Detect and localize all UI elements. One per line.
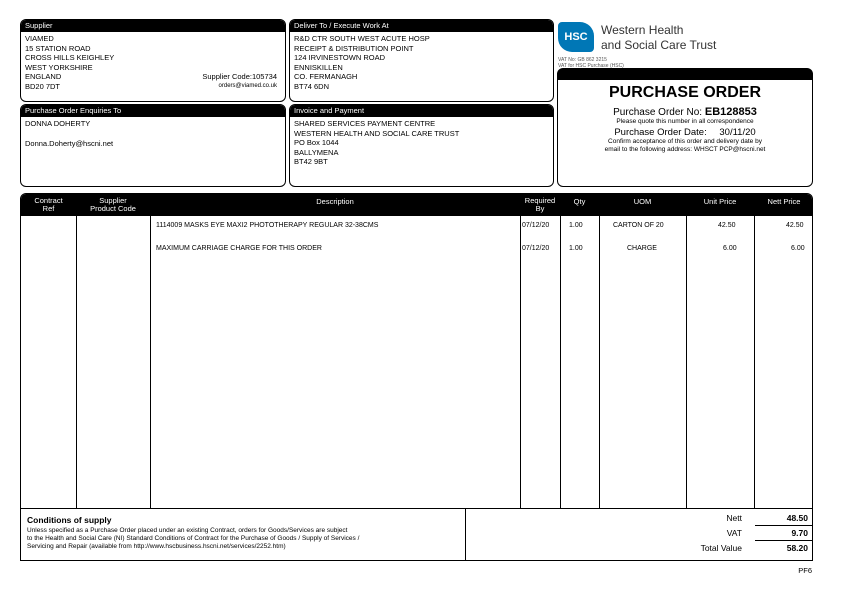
supplier-line: CROSS HILLS KEIGHLEY [25,53,115,62]
col-contract-ref: Contract Ref [34,196,63,213]
col-required-by: Required By [524,196,556,213]
order-footer [20,509,813,561]
col-unit-price: Unit Price [703,197,737,206]
form-code: PF6 [798,566,812,575]
deliver-line: 124 IRVINESTOWN ROAD [294,53,385,62]
invoice-line: SHARED SERVICES PAYMENT CENTRE [294,119,436,128]
enquiries-header: Purchase Order Enquiries To [21,105,285,117]
item-description: 1114009 MASKS EYE MAXI2 PHOTOTHERAPY REGULAR 32-38CMS [156,222,379,229]
supplier-header: Supplier [21,20,285,32]
po-confirm-line1: Confirm acceptance of this order and delivery date by [608,138,762,145]
invoice-line: BALLYMENA [294,147,339,157]
supplier-line: VIAMED [25,34,54,43]
col-uom: UOM [633,197,652,206]
supplier-line: BD20 7DT [25,81,61,91]
purchase-order-box [557,68,813,187]
enquiries-box [20,104,286,187]
item-nett-price: 42.50 [786,222,804,229]
supplier-box [20,19,286,102]
deliver-line: RECEIPT & DISTRIBUTION POINT [294,43,414,53]
po-number: EB128853 [704,106,757,118]
deliver-line: CO. FERMANAGH [294,72,358,81]
po-number-row [558,106,812,118]
vat-total: 9.70 [791,528,808,538]
column-divider [76,216,77,508]
po-number-label: Purchase Order No: [613,107,703,118]
supplier-line: ENGLAND [25,72,62,81]
item-description: MAXIMUM CARRIAGE CHARGE FOR THIS ORDER [156,245,322,252]
vat-label: VAT [726,528,742,538]
column-divider [520,216,521,508]
col-description: Description [316,197,354,206]
column-divider [599,216,600,508]
conditions-line: Unless specified as a Purchase Order placed under an existing Contract, orders for Goods/Services are subject [27,527,348,534]
enquiries-name: DONNA DOHERTY [25,119,91,128]
invoice-line: BT42 9BT [294,157,328,166]
deliver-to-header: Deliver To / Execute Work At [290,20,553,32]
vat-number: VAT No: GB 862 3215 [558,57,607,63]
supplier-email: orders@viamed.co.uk [218,83,277,89]
po-title: PURCHASE ORDER [608,84,761,101]
table-header [21,194,812,216]
hsc-logo-icon: HSC [558,22,594,52]
item-required-by: 07/12/20 [522,245,550,252]
item-unit-price: 42.50 [718,222,736,229]
item-uom: CHARGE [627,245,657,252]
col-nett-price: Nett Price [767,197,801,206]
conditions-line: Servicing and Repair (available from http://www.hscbusiness.hscni.net/services/2252.htm) [27,543,286,550]
column-divider [560,216,561,508]
supplier-line: WEST YORKSHIRE [25,62,93,72]
item-uom: CARTON OF 20 [613,222,664,229]
po-date-row [558,127,812,138]
invoice-box [289,104,554,187]
line-items-table [20,193,813,509]
po-date: 30/11/20 [719,127,756,138]
deliver-line: R&D CTR SOUTH WEST ACUTE HOSP [294,34,430,43]
trust-logo [558,22,818,68]
totals-divider [755,540,812,541]
item-qty: 1.00 [569,222,583,229]
invoice-header: Invoice and Payment [290,105,553,117]
logo-name-line2: and Social Care Trust [601,38,717,52]
nett-total: 48.50 [786,513,808,523]
item-qty: 1.00 [569,245,583,252]
column-divider [686,216,687,508]
col-supplier-product-code: Supplier Product Code [90,196,136,213]
totals-divider [755,525,812,526]
deliver-to-box [289,19,554,102]
logo-name-line1: Western Health [601,23,684,37]
column-divider [150,216,151,508]
item-required-by: 07/12/20 [522,222,550,229]
deliver-line: ENNISKILLEN [294,62,343,72]
item-nett-price: 6.00 [791,245,805,252]
item-unit-price: 6.00 [723,245,737,252]
invoice-line: PO Box 1044 [294,138,339,147]
column-divider [754,216,755,508]
invoice-line: WESTERN HEALTH AND SOCIAL CARE TRUST [294,128,460,138]
enquiries-email: Donna.Doherty@hscni.net [25,138,114,148]
supplier-code: Supplier Code:105734 [202,72,277,81]
col-qty: Qty [573,197,586,206]
total-value: 58.20 [786,543,808,553]
vat-note: VAT for HSC Purchase (HSC) [558,63,624,69]
po-confirm-line2: email to the following address: WHSCT PCP@hscni.net [604,146,766,153]
nett-label: Nett [726,513,742,523]
supplier-line: 15 STATION ROAD [25,43,91,53]
deliver-line: BT74 6DN [294,81,330,91]
total-value-label: Total Value [700,543,742,553]
conditions-line: to the Health and Social Care (NI) Standard Conditions of Contract for the Purchase of Goods / Supply of Services / [27,535,360,542]
po-date-label: Purchase Order Date: [614,127,707,138]
po-quote-note: Please quote this number in all correspondence [616,118,754,125]
conditions-of-supply [21,509,466,561]
conditions-title: Conditions of supply [27,515,112,525]
